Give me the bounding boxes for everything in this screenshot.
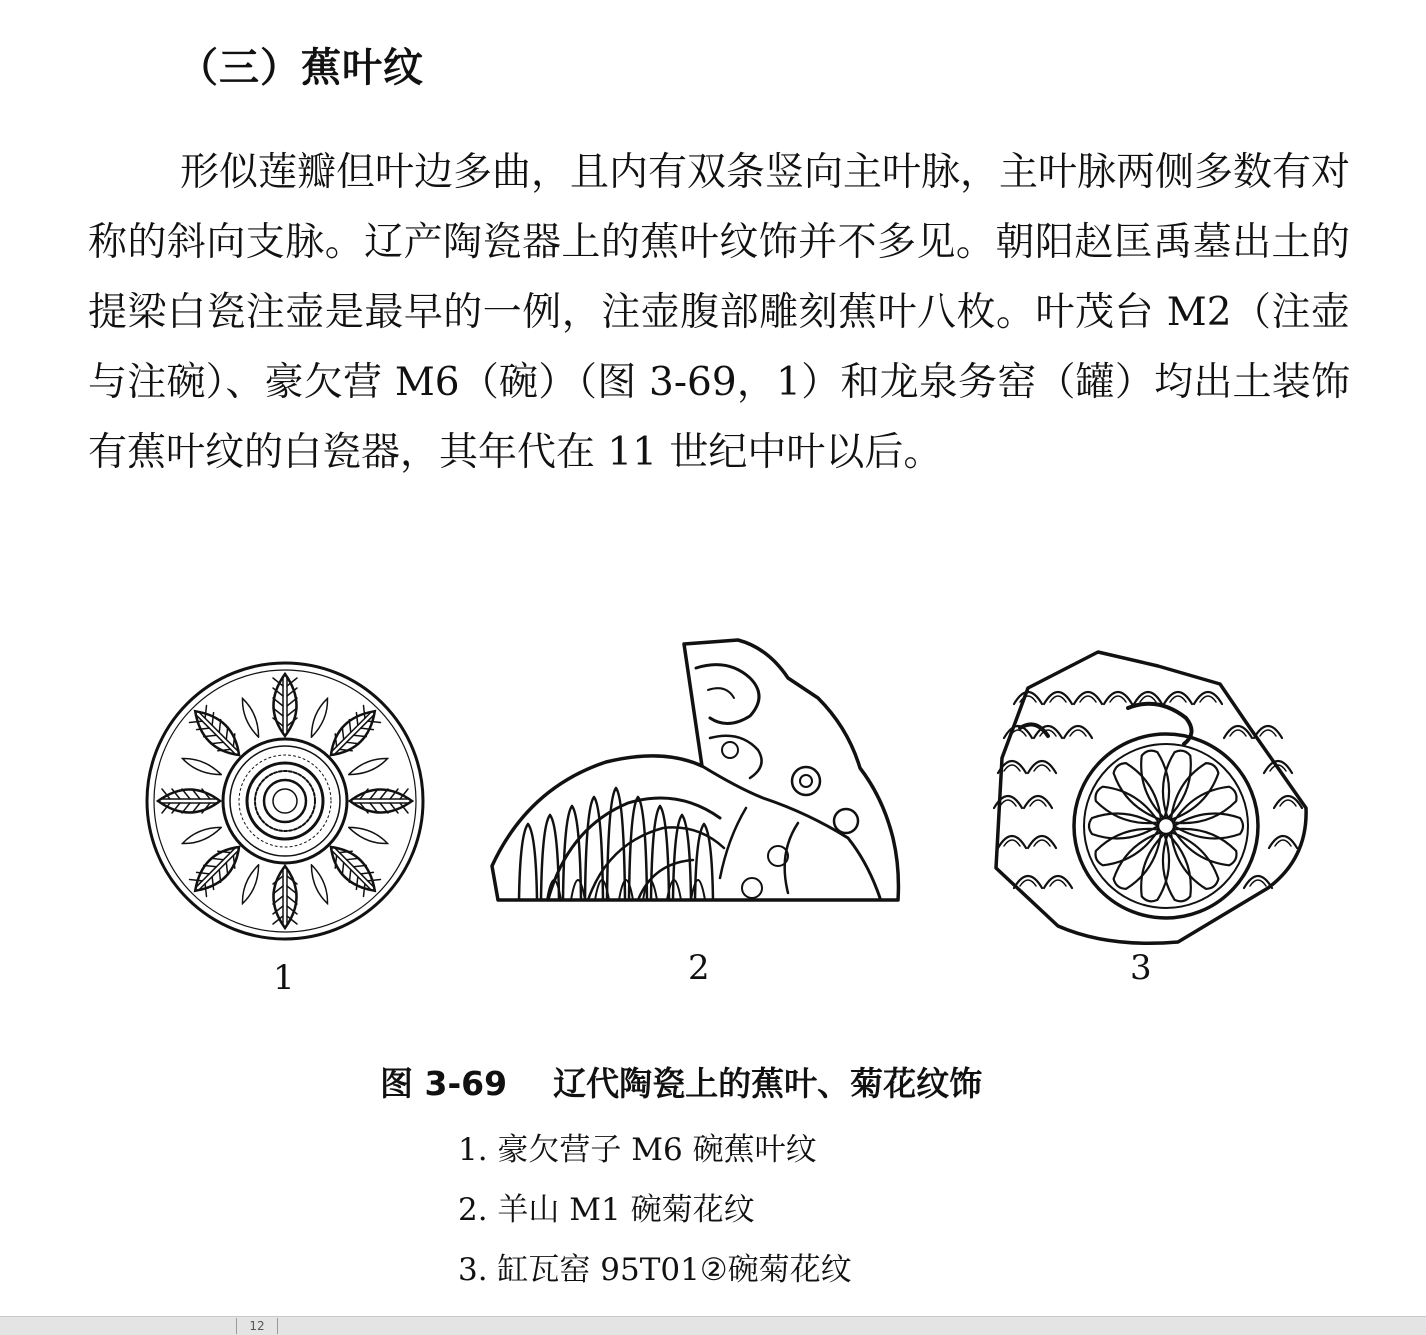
figure-number: 图 3-69	[380, 1064, 508, 1103]
panel-3-label: 3	[1130, 948, 1152, 988]
page-number-indicator[interactable]: 12	[236, 1318, 278, 1334]
section-heading: （三）蕉叶纹	[178, 45, 424, 91]
body-paragraph: 形似莲瓣但叶边多曲，且内有双条竖向主叶脉，主叶脉两侧多数有对称的斜向支脉。辽产陶瓷器上的蕉叶纹饰并不多见。朝阳赵匡禹墓出土的提梁白瓷注壶是最早的一例，注壶腹部雕刻蕉叶八枚。叶茂台 M2（注壶与注碗）、豪欠营 M6（碗）（图 3-69，1）和龙泉务窑（罐）均出土装饰有蕉叶纹的白瓷器，其年代在 11 世纪中叶以后。	[88, 150, 1351, 475]
figure-caption-list	[458, 1120, 852, 1300]
caption-item: 3. 缸瓦窑 95T01②碗菊花纹	[458, 1252, 852, 1288]
chrysanthemum-shard-drawing	[488, 638, 908, 908]
panel-1-label: 1	[273, 958, 295, 998]
banana-leaf-bowl-drawing	[140, 656, 430, 946]
caption-item: 1. 豪欠营子 M6 碗蕉叶纹	[458, 1132, 817, 1168]
chrysanthemum-bowl-fragment-drawing	[988, 648, 1320, 948]
figure-caption-title	[380, 1058, 982, 1105]
viewer-status-bar	[0, 1316, 1426, 1335]
figure-3-69	[130, 630, 1330, 1000]
figure-title: 辽代陶瓷上的蕉叶、菊花纹饰	[553, 1064, 983, 1103]
caption-item: 2. 羊山 M1 碗菊花纹	[458, 1192, 755, 1228]
panel-2-label: 2	[688, 948, 710, 988]
